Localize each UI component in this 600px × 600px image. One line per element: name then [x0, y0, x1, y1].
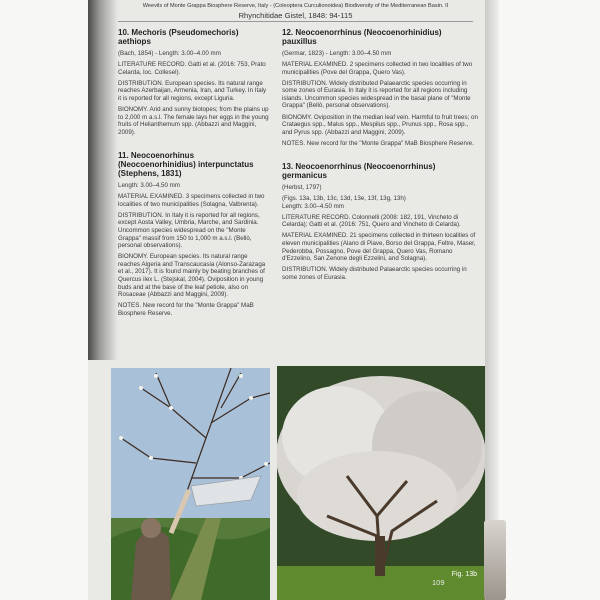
page-number: 109: [432, 578, 445, 587]
photo-collecting-scene: [111, 368, 270, 600]
distribution-12: DISTRIBUTION. Widely distributed Palaearctic species occurring in some zones of Eurasia. In Italy it is reported for all regions including islands. Uncommon species widespread in the basal plane of "Monte Grappa" (Bellò, personal observations).: [282, 79, 471, 110]
book-edge-object: [484, 520, 506, 600]
notes-11: NOTES. New record for the "Monte Grappa" MaB Biosphere Reserve.: [118, 302, 254, 317]
literature-record-10: LITERATURE RECORD. Gatti et al. (2016: 753, Prato Celarda, loc. Collesel).: [118, 61, 266, 76]
species-author-10: (Bach, 1854) - Length: 3.00–4.00 mm: [118, 49, 221, 57]
photo-beating-tray-collecting: [111, 368, 270, 600]
distribution-10: DISTRIBUTION. European species. Its natural range reaches Azerbaijan, Armenia, Iran, and Turkey. In Italy it is reported for all regions, except Liguria.: [118, 79, 267, 102]
species-heading-12: 12. Neocoenorrhinus (Neocoenorhinidius) pauxillus: [282, 28, 442, 47]
photo-flowering-tree: [277, 366, 485, 600]
distribution-13: DISTRIBUTION. Widely distributed Palaearctic species occurring in some zones of Eurasia.: [282, 266, 467, 281]
book-gutter-shadow: [88, 0, 118, 360]
figure-refs-13: (Figs. 13a, 13b, 13c, 13d, 13e, 13f, 13g, 13h): [282, 194, 406, 202]
figure-label: Fig. 13b: [451, 571, 477, 578]
species-heading-13: 13. Neocoenorrhinus (Neocoenorrhinus) germanicus: [282, 161, 436, 181]
bionomy-12: BIONOMY. Oviposition in the median leaf vein. Harmful to fruit trees; on Crataegus spp., Malus spp., Mespilus spp., Prunus spp., Rosa spp., and Pyrus spp. (Abbazzi and Maggini, 2009).: [282, 113, 478, 136]
notes-12: NOTES. New record for the "Monte Grappa" MaB Biosphere Reserve.: [282, 139, 474, 147]
distribution-11: DISTRIBUTION. In Italy it is reported for all regions, except Aosta Valley, Umbria, Marche, and Sardinia. Uncommon species widespread on the "Monte Grappa" massif from 150 to 1,000 m a.s.l. (Bellò, personal observations).: [118, 211, 260, 250]
material-examined-11: MATERIAL EXAMINED. 3 specimens collected in two localities of two municipalities (Solagna, Valbrenta).: [118, 193, 265, 208]
bionomy-11: BIONOMY. European species. Its natural range reaches Algeria and Transcaucasia (Alonso-Zarazaga et al., 2017). It is found mainly by beating branches of Quercus ilex L. (Stejskal, 2004). Oviposition in young buds and at the base of the leaf petiole, also on Rosaceae (Abbazzi and Maggini, 2009).: [118, 253, 266, 299]
photo-tree-scene: [277, 366, 485, 600]
header-rule: [118, 21, 473, 22]
page-edge: [485, 0, 499, 600]
species-heading-10: 10. Mechoris (Pseudomechoris) aethiops: [118, 28, 239, 47]
species-author-12: (Germar, 1823) - Length: 3.00–4.50 mm: [282, 49, 392, 57]
material-examined-12: MATERIAL EXAMINED. 2 specimens collected in two localities of two municipalities (Pove del Grappa, Quero Vas).: [282, 61, 473, 76]
species-heading-11: 11. Neocoenorhinus (Neocoenorhinidius) interpunctatus (Stephens, 1831): [118, 150, 254, 179]
left-text-column: [118, 28, 270, 321]
running-header-family: Rhynchitidae Gistel, 1848: 94-115: [238, 11, 353, 20]
bionomy-10: BIONOMY. Arid and sunny biotopes; from the plains up to 2,000 m a.s.l. The female lays her eggs in the young fruits of Helianthemum spp. (Abbazzi and Maggini, 2009).: [118, 105, 269, 136]
material-examined-13: MATERIAL EXAMINED. 21 specimens collected in thirteen localities of eleven municipalities (Alano di Piave, Borso del Grappa, Feltre, Maser, Pederobba, Possagno, Pove del Grappa, Quero Vas, Romano d'Ezzelino, San Zenone degli Ezzelini, and Solagna).: [282, 232, 476, 263]
right-text-column: [282, 28, 478, 285]
species-length-11: Length: 3.00–4.50 mm: [118, 181, 180, 189]
species-length-13: Length: 3.00–4.50 mm: [282, 202, 344, 210]
species-author-13: (Herbst, 1797): [282, 183, 322, 191]
running-header-title: Weevils of Monte Grappa Biosphere Reserve, Italy - (Coleoptera Curculionoidea) Biodiversity of the Mediterranean Basin. II: [142, 3, 449, 9]
literature-record-13: LITERATURE RECORD. Colonnelli (2008: 182, 191, Vincheto di Celarda); Gatti et al. (2016: 751, Quero and Vincheto di Celarda).: [282, 213, 461, 229]
